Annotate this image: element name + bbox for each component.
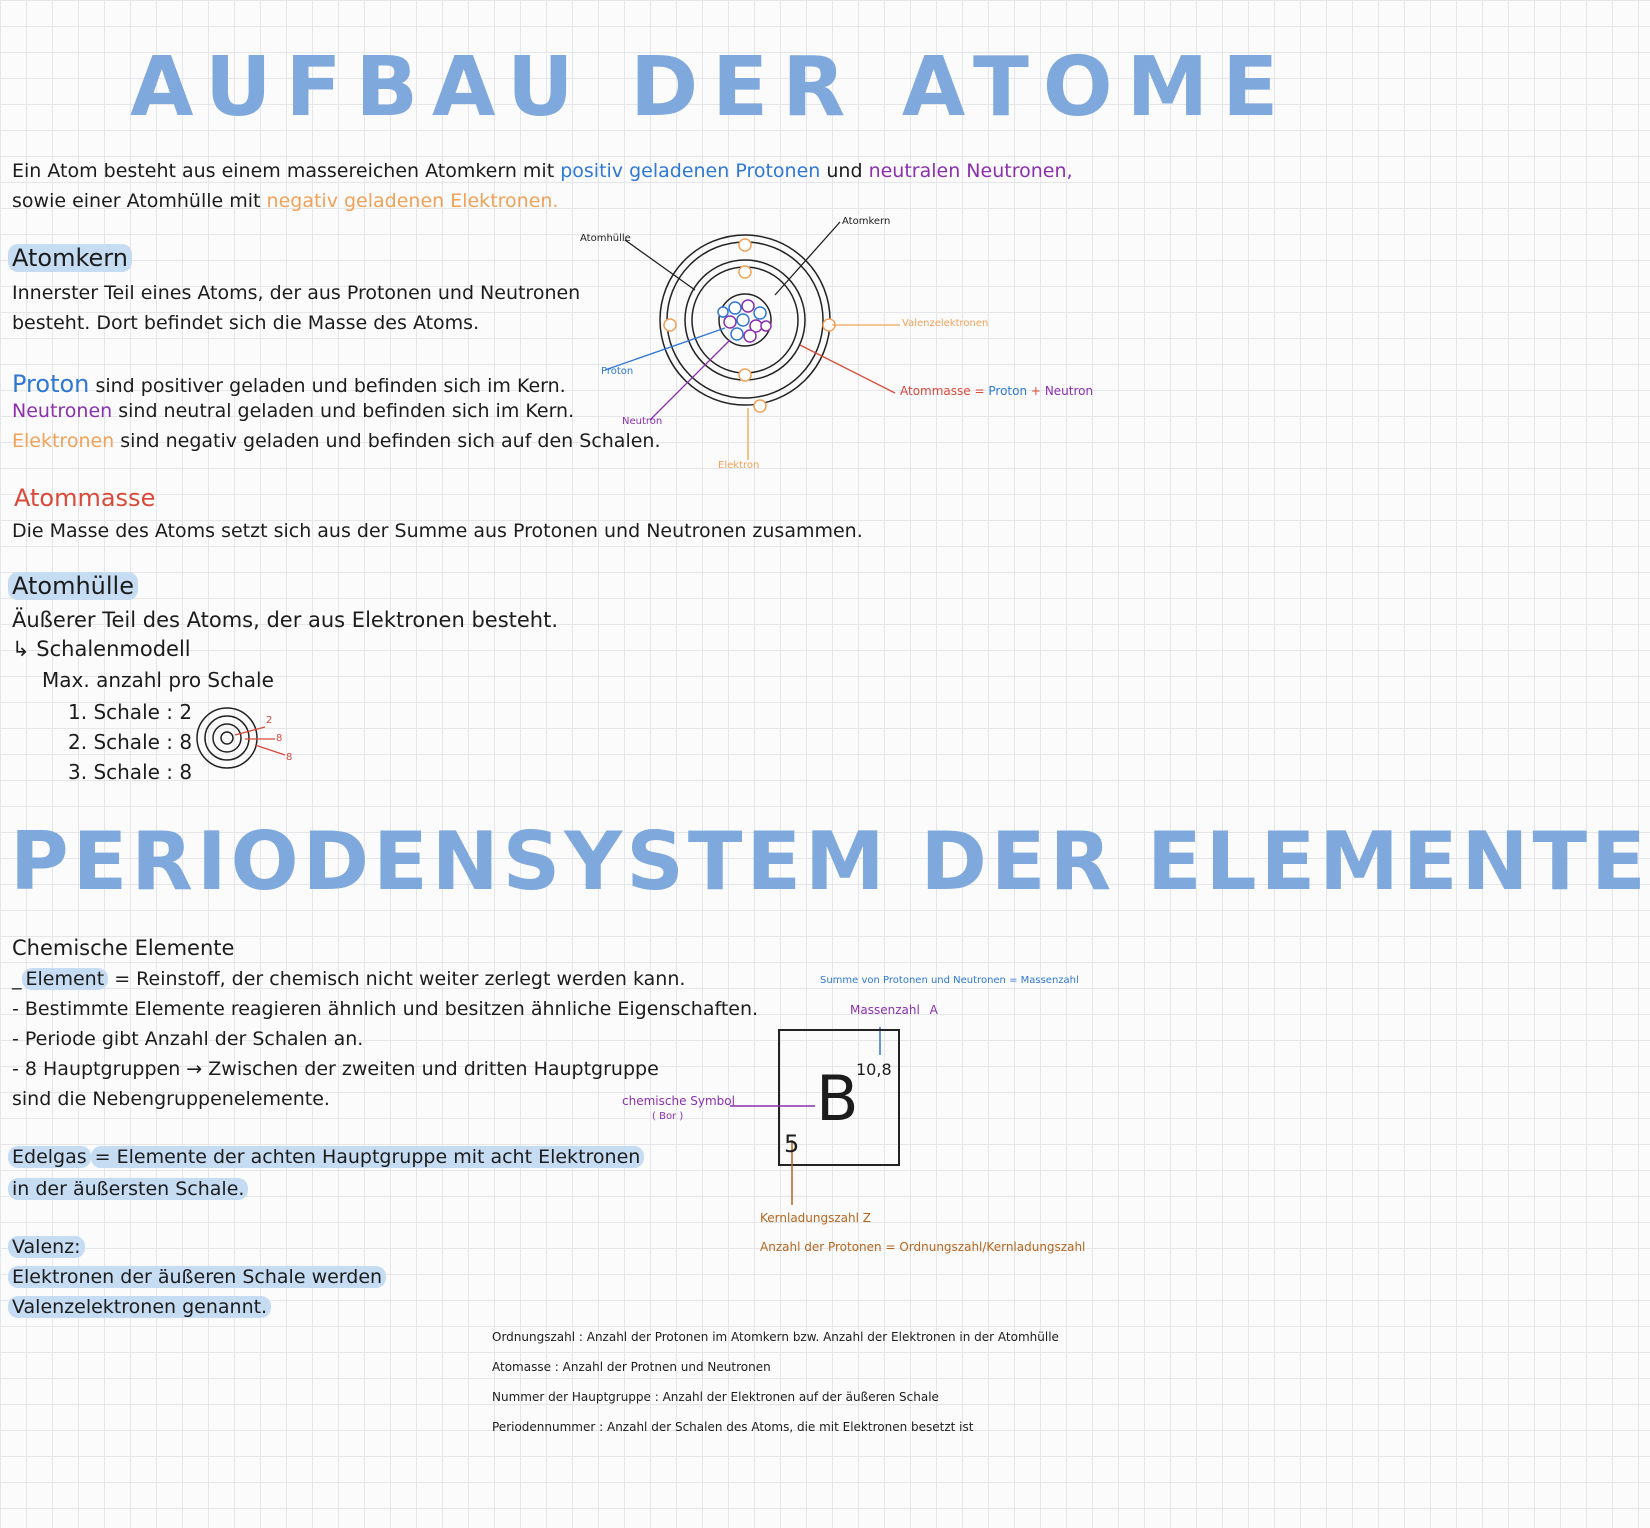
section-title-periodensystem: PERIODENSYSTEM DER ELEMENTE [10,815,1650,908]
valenz-text-1: Elektronen der äußeren Schale werden [8,1266,386,1288]
max-anzahl: Max. anzahl pro Schale [42,668,274,692]
formula-plus: + [1030,384,1041,398]
element-bullet-4b: sind die Nebengruppenelemente. [12,1088,330,1110]
atomic-number: 5 [784,1130,800,1158]
atommasse-text: Die Masse des Atoms setzt sich aus der Summe aus Protonen und Neutronen zusammen. [12,520,863,542]
schalenmodell-line [12,637,191,661]
intro-line-2 [12,190,558,212]
definition-hauptgruppe: Nummer der Hauptgruppe : Anzahl der Elektronen auf der äußeren Schale [492,1390,939,1404]
definition-atommasse: Atomasse : Anzahl der Protnen und Neutronen [492,1360,771,1374]
intro-text-2: sowie einer Atomhülle mit [12,190,261,212]
heading-atomhuelle: Atomhülle [8,572,138,600]
anzahl-protonen-label: Anzahl der Protonen = Ordnungszahl/Kernladungszahl [760,1240,1086,1254]
intro-electrons: negativ geladenen Elektronen. [266,190,559,212]
proton-word: Proton [12,370,90,398]
intro-protons: positiv geladenen Protonen [560,160,821,182]
schale-3: 3. Schale : 8 [68,760,193,784]
heading-atommasse: Atommasse [14,484,156,512]
formula-atommasse: Atommasse [900,384,971,398]
heading-chemische-elemente: Chemische Elemente [12,936,235,960]
intro-neutrons: neutralen Neutronen, [868,160,1073,182]
element-definition: _ Element = Reinstoff, der chemisch nicht weiter zerlegt werden kann. [12,968,686,990]
summe-label: Summe von Protonen und Neutronen = Massenzahl [820,975,1079,986]
label-atomhuelle: Atomhülle [580,233,631,244]
neutron-word: Neutronen [12,400,113,422]
atomkern-text-2: besteht. Dort befindet sich die Masse des Atoms. [12,312,480,334]
shell-diagram [195,705,305,775]
symbol-label-bor: ( Bor ) [652,1111,684,1122]
formula-equals: = [974,384,985,398]
intro-line-1 [12,160,1073,182]
electron-rest: sind negativ geladen und befinden sich auf den Schalen. [120,430,661,452]
massenzahl-symbol: A [929,1003,938,1017]
label-proton: Proton [601,366,634,377]
intro-text: Ein Atom besteht aus einem massereichen Atomkern mit [12,160,555,182]
label-atomkern: Atomkern [842,216,891,227]
electron-line [12,430,661,452]
valenz-text-2: Valenzelektronen genannt. [8,1296,271,1318]
definition-periodennummer: Periodennummer : Anzahl der Schalen des Atoms, die mit Elektronen besetzt ist [492,1420,974,1434]
electron-word: Elektronen [12,430,115,452]
shell-count-8a: 8 [276,733,283,744]
shell-count-2: 2 [266,715,273,726]
formula-neutron: Neutron [1044,384,1094,398]
edelgas-line-1 [8,1146,644,1168]
definition-ordnungszahl: Ordnungszahl : Anzahl der Protonen im Atomkern bzw. Anzahl der Elektronen in der Atomhülle [492,1330,1059,1344]
neutron-line [12,400,574,422]
atomhuelle-text: Äußerer Teil des Atoms, der aus Elektronen besteht. [12,608,559,632]
atommasse-formula [900,384,1093,398]
element-bullet-2: - Bestimmte Elemente reagieren ähnlich und besitzen ähnliche Eigenschaften. [12,998,759,1020]
atomkern-text-1: Innerster Teil eines Atoms, der aus Protonen und Neutronen [12,282,581,304]
formula-proton: Proton [988,384,1028,398]
edelgas-line-2 [8,1178,248,1200]
label-valenzelektronen: Valenzelektronen [902,318,989,329]
element-symbol: B [816,1062,859,1135]
element-word: Element [22,968,109,990]
edelgas-word: Edelgas [8,1146,91,1168]
atom-diagram [570,210,1080,480]
heading-atomkern: Atomkern [8,244,132,272]
schale-2: 2. Schale : 8 [68,730,193,754]
label-neutron: Neutron [622,416,663,427]
edelgas-rest-1: = Elemente der achten Hauptgruppe mit acht Elektronen [91,1146,645,1168]
element-bullet-3: - Periode gibt Anzahl der Schalen an. [12,1028,364,1050]
nucleus-particles [718,300,771,342]
schale-1: 1. Schale : 2 [68,700,193,724]
massenzahl-label [850,1003,938,1017]
edelgas-rest-2: in der äußersten Schale. [8,1178,248,1200]
page-title: AUFBAU DER ATOME [130,40,1293,135]
shell-count-8b: 8 [286,752,293,763]
kernladungszahl-label: Kernladungszahl Z [760,1211,871,1225]
proton-line [12,370,566,398]
neutron-rest: sind neutral geladen und befinden sich im Kern. [118,400,575,422]
valenz-heading-line [8,1236,85,1258]
valenz-line-2 [8,1296,271,1318]
arrow-icon: ↳ [12,637,30,661]
element-bullet-4: - 8 Hauptgruppen → Zwischen der zweiten und dritten Hauptgruppe [12,1058,659,1080]
valenz-line-1 [8,1266,386,1288]
schalenmodell: Schalenmodell [36,637,191,661]
intro-and: und [826,160,863,182]
symbol-label: chemische Symbol [622,1094,735,1108]
massenzahl-text: Massenzahl [850,1003,920,1017]
element-def-text: = Reinstoff, der chemisch nicht weiter zerlegt werden kann. [114,968,686,990]
valenz-heading: Valenz: [8,1236,85,1258]
proton-rest: sind positiver geladen und befinden sich im Kern. [95,375,566,397]
atom-mass-value: 10,8 [856,1060,892,1079]
label-elektron: Elektron [718,460,760,471]
